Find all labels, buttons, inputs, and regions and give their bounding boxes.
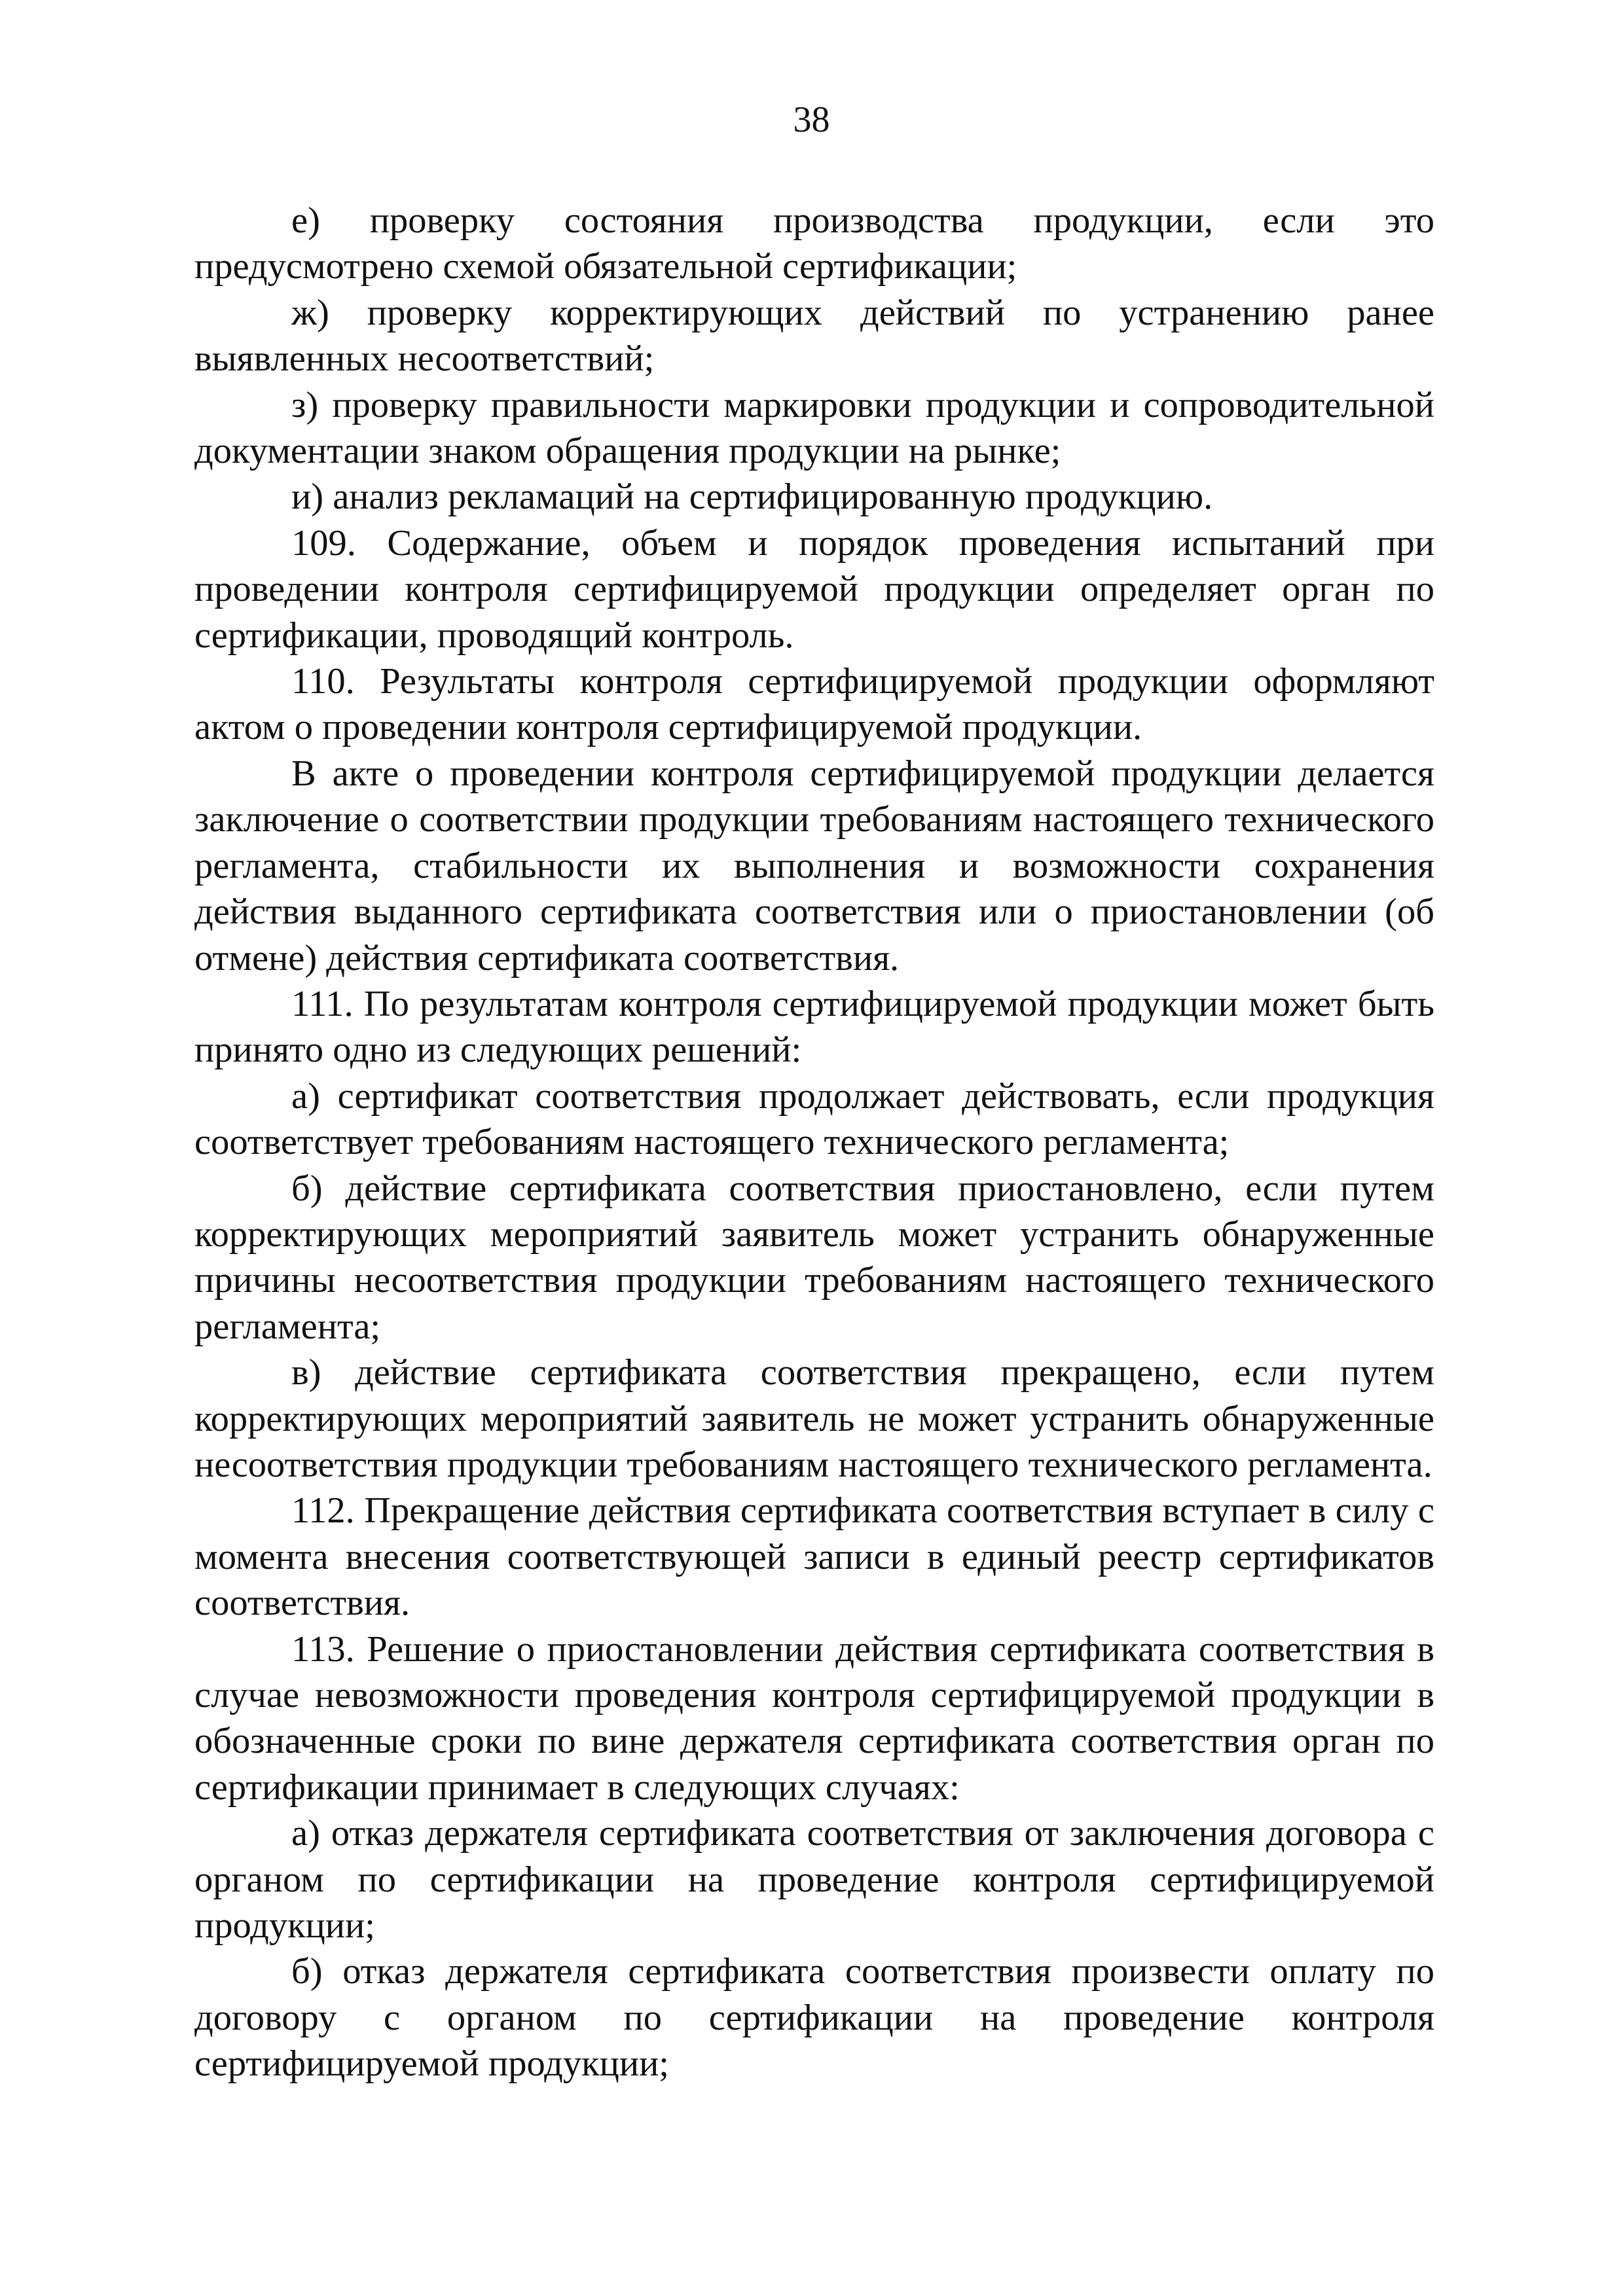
paragraph-text: действие сертификата соответствия прекращено, если путем корректирующих мероприятий заявитель не может устранить обнаруженные несоответствия продукции требованиям настоящего технического регламента. <box>194 1352 1434 1485</box>
paragraph-text: Решение о приостановлении действия сертификата соответствия в случае невозможности проведения контроля сертифицируемой продукции в обозначенные сроки по вине держателя сертификата соответствия орган по сертификации принимает в следующих случаях: <box>194 1628 1435 1808</box>
paragraph-label: 109. <box>291 522 388 564</box>
paragraph-text: отказ держателя сертификата соответствия от заключения договора с органом по сертификации на проведение контроля сертифицируемой продукции; <box>194 1813 1434 1946</box>
paragraph-label: б) <box>291 1168 346 1209</box>
paragraph-label: 110. <box>291 661 380 702</box>
paragraph <box>194 198 1434 290</box>
paragraph <box>194 290 1434 382</box>
paragraph-text: По результатам контроля сертифицируемой продукции может быть принято одно из следующих решений: <box>194 983 1435 1071</box>
paragraph-text: сертификат соответствия продолжает действовать, если продукция соответствует требованиям настоящего технического регламента; <box>194 1075 1434 1163</box>
paragraph-label: з) <box>291 384 333 425</box>
paragraph <box>194 981 1434 1073</box>
paragraph-label: б) <box>291 1951 343 1992</box>
paragraph-label: 111. <box>291 983 364 1024</box>
paragraph-text: проверку состояния производства продукции, если это предусмотрено схемой обязательной сертификации; <box>194 200 1434 287</box>
paragraph <box>194 1073 1434 1166</box>
paragraph-text: Содержание, объем и порядок проведения испытаний при проведении контроля сертифицируемой продукции определяет орган по сертификации, проводящий контроль. <box>194 522 1434 656</box>
paragraph-text: отказ держателя сертификата соответствия произвести оплату по договору с органом по сертификации на проведение контроля сертифицируемой продукции; <box>194 1951 1434 2085</box>
paragraph-text: анализ рекламаций на сертифицированную продукцию. <box>333 476 1213 518</box>
paragraph-text: проверку корректирующих действий по устранению ранее выявленных несоответствий; <box>194 292 1434 380</box>
document-body <box>194 198 1434 2087</box>
paragraph-label: 113. <box>291 1628 367 1670</box>
paragraph-text: действие сертификата соответствия приостановлено, если путем корректирующих мероприятий заявитель может устранить обнаруженные причины несоответствия продукции требованиям настоящего технического регламента; <box>194 1168 1434 1347</box>
paragraph-text: В акте о проведении контроля сертифицируемой продукции делается заключение о соответствии продукции требованиям настоящего технического регламента, стабильности их выполнения и возможности сохранения действия выданного сертификата соответствия или о приостановлении (об отмене) действия сертификата соответствия. <box>194 753 1434 978</box>
paragraph <box>194 1166 1434 1350</box>
paragraph <box>194 382 1434 475</box>
paragraph-label: е) <box>291 200 370 241</box>
paragraph <box>194 1350 1434 1488</box>
paragraph-label: ж) <box>291 292 367 333</box>
paragraph-label: в) <box>291 1352 356 1393</box>
paragraph-text: проверку правильности маркировки продукции и сопроводительной документации знаком обращения продукции на рынке; <box>194 384 1434 472</box>
paragraph <box>194 474 1434 520</box>
paragraph <box>194 658 1434 751</box>
paragraph <box>194 751 1434 981</box>
paragraph-label: 112. <box>291 1490 365 1532</box>
paragraph-text: Прекращение действия сертификата соответствия вступает в силу с момента внесения соответствующей записи в единый реестр сертификатов соответствия. <box>194 1490 1435 1624</box>
paragraph <box>194 1626 1434 1811</box>
paragraph <box>194 520 1434 658</box>
paragraph-label: и) <box>291 476 333 518</box>
paragraph <box>194 1948 1434 2087</box>
paragraph-text: Результаты контроля сертифицируемой продукции оформляют актом о проведении контроля сертифицируемой продукции. <box>194 661 1434 748</box>
paragraph <box>194 1488 1434 1626</box>
paragraph-label: а) <box>291 1813 331 1854</box>
paragraph-label: а) <box>291 1075 338 1117</box>
paragraph <box>194 1810 1434 1948</box>
page-number: 38 <box>793 99 830 140</box>
